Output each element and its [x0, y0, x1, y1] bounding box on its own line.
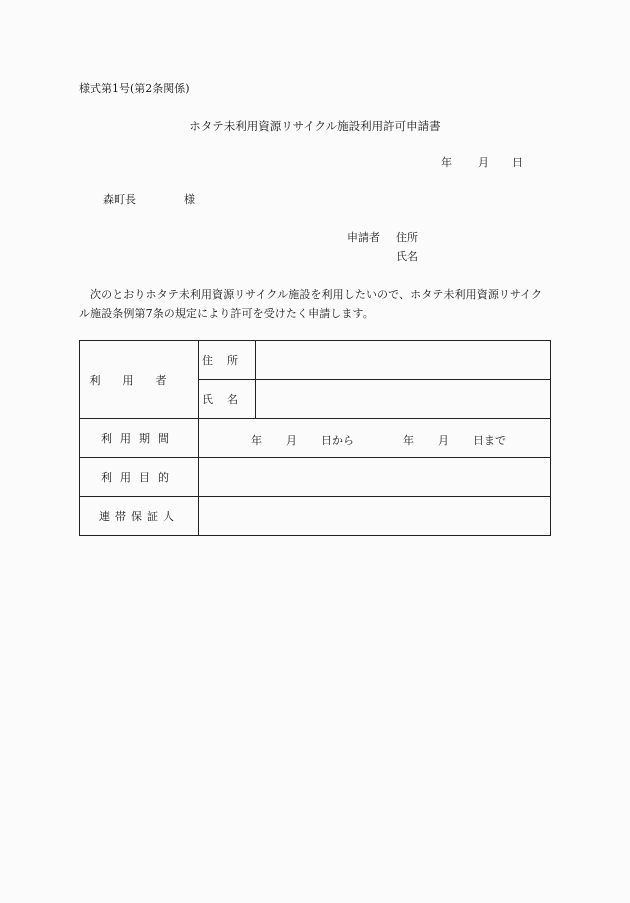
table-row	[80, 419, 551, 458]
applicant-name-label: 氏名	[396, 250, 418, 263]
table-row	[80, 341, 551, 380]
addressee-name: 森町長	[103, 193, 136, 206]
table-row	[80, 497, 551, 536]
period-year1: 年	[251, 434, 262, 447]
applicant-address-label: 住所	[396, 231, 418, 244]
guarantor-label: 連帯保証人	[80, 497, 199, 536]
document-title: ホタテ未利用資源リサイクル施設利用許可申請書	[189, 119, 441, 133]
purpose-field[interactable]	[199, 458, 551, 497]
period-to: 日まで	[473, 434, 506, 447]
period-month1: 月	[286, 434, 297, 447]
date-day-label: 日	[512, 156, 523, 169]
user-name-label: 氏名	[199, 380, 256, 419]
user-address-label: 住所	[199, 341, 256, 380]
date-month-label: 月	[478, 156, 489, 169]
period-from: 日から	[321, 434, 354, 447]
user-label: 利用者	[80, 341, 199, 419]
date-year-label: 年	[441, 156, 452, 169]
addressee-honorific: 様	[184, 193, 195, 206]
period-month2: 月	[438, 434, 449, 447]
guarantor-field[interactable]	[199, 497, 551, 536]
period-label: 利用期間	[80, 419, 199, 458]
period-field[interactable]	[199, 419, 551, 458]
purpose-label: 利用目的	[80, 458, 199, 497]
user-name-field[interactable]	[256, 380, 551, 419]
user-address-field[interactable]	[256, 341, 551, 380]
form-number: 様式第1号(第2条関係)	[79, 82, 190, 95]
table-row	[80, 458, 551, 497]
application-table	[79, 340, 551, 536]
period-year2: 年	[403, 434, 414, 447]
request-body-text: 次のとおりホタテ未利用資源リサイクル施設を利用したいので、ホタテ未利用資源リサイクル施設条例第7条の規定により許可を受けたく申請します。	[79, 288, 543, 320]
applicant-label: 申請者	[347, 231, 380, 244]
